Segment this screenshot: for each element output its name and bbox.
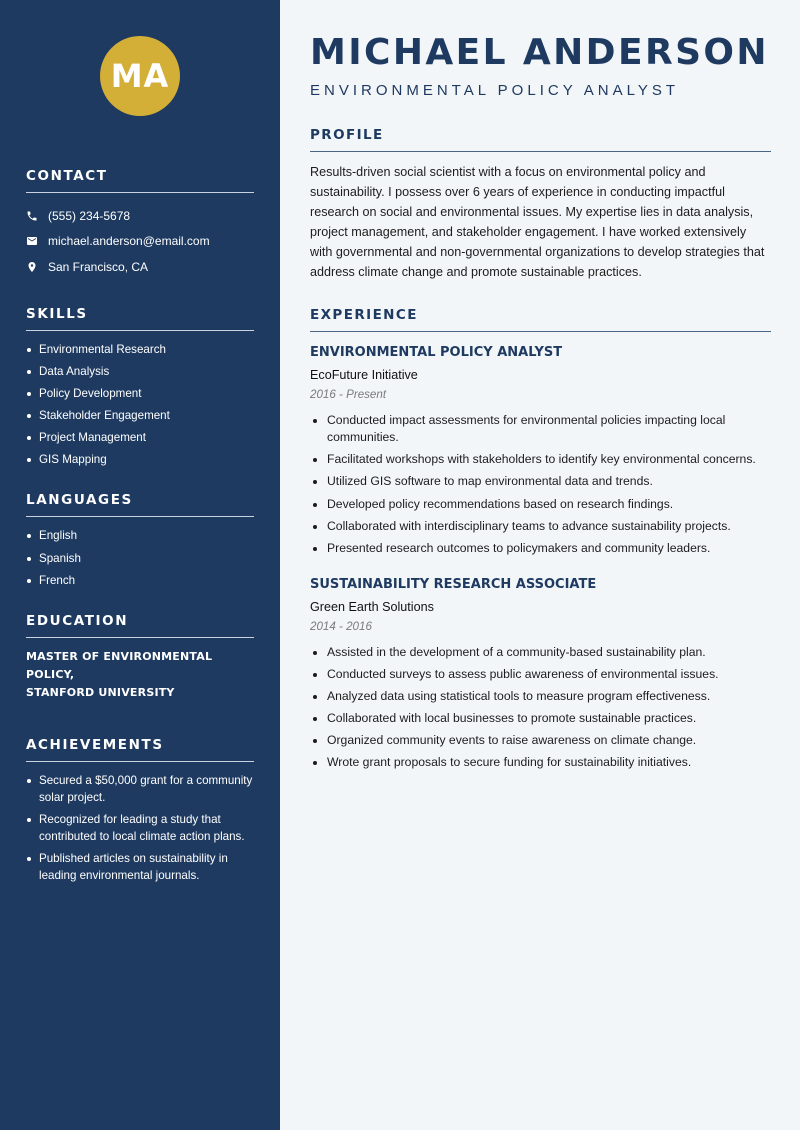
- list-item: Assisted in the development of a community-based sustainability plan.: [310, 644, 771, 662]
- job-dates: 2016 - Present: [310, 387, 387, 401]
- email-text[interactable]: michael.anderson@email.com: [48, 234, 210, 249]
- experience-heading: EXPERIENCE: [310, 307, 771, 332]
- location-text: San Francisco, CA: [48, 259, 149, 274]
- list-item: Collaborated with interdisciplinary teams to advance sustainability projects.: [310, 518, 771, 536]
- education-heading: EDUCATION: [26, 613, 254, 638]
- job-title: ENVIRONMENTAL POLICY ANALYST: [310, 344, 563, 360]
- list-item: Spanish: [26, 550, 254, 567]
- job-bullets: [310, 644, 771, 772]
- list-item: Wrote grant proposals to secure funding for sustainability initiatives.: [310, 754, 771, 772]
- list-item: Collaborated with local businesses to promote sustainable practices.: [310, 710, 771, 728]
- list-item: Secured a $50,000 grant for a community solar project.: [26, 772, 254, 806]
- list-item: Environmental Research: [26, 341, 254, 358]
- contact-phone: [26, 203, 254, 229]
- education-degree: [26, 648, 254, 702]
- list-item: Stakeholder Engagement: [26, 407, 254, 424]
- achievements-list: [26, 772, 254, 884]
- profile-heading: PROFILE: [310, 127, 771, 152]
- profile-text: Results-driven social scientist with a focus on environmental policy and sustainability. I possess over 6 years of experience in conducting impactful research on social and environmental issues. My expertise lies in data analysis, project management, and stakeholder engagement. I have worked extensively with governmental and non-governmental organizations to develop strategies that address climate change and promote sustainable practices.: [310, 165, 765, 280]
- job-bullets: [310, 412, 771, 558]
- contact-location: [26, 254, 254, 280]
- list-item: Published articles on sustainability in leading environmental journals.: [26, 850, 254, 884]
- list-item: French: [26, 572, 254, 589]
- contact-heading: CONTACT: [26, 168, 254, 193]
- list-item: GIS Mapping: [26, 451, 254, 468]
- phone-icon: [26, 210, 48, 222]
- languages-section: [26, 492, 254, 588]
- education-line-1: MASTER OF ENVIRONMENTAL POLICY,: [26, 649, 213, 681]
- avatar: MA: [100, 36, 180, 116]
- list-item: Project Management: [26, 429, 254, 446]
- experience-section: [310, 307, 771, 772]
- job-entry: [310, 576, 771, 772]
- list-item: Utilized GIS software to map environmental data and trends.: [310, 473, 771, 491]
- languages-heading: LANGUAGES: [26, 492, 254, 517]
- list-item: Conducted impact assessments for environmental policies impacting local communities.: [310, 412, 771, 447]
- list-item: Developed policy recommendations based on research findings.: [310, 496, 771, 514]
- contact-section: [26, 168, 254, 280]
- job-dates: 2014 - 2016: [310, 619, 372, 633]
- education-section: [26, 613, 254, 702]
- list-item: Recognized for leading a study that contributed to local climate action plans.: [26, 811, 254, 845]
- achievements-section: [26, 737, 254, 884]
- list-item: Policy Development: [26, 385, 254, 402]
- main-content: [280, 0, 800, 1130]
- achievements-heading: ACHIEVEMENTS: [26, 737, 254, 762]
- job-entry: [310, 344, 771, 558]
- job-company: EcoFuture Initiative: [310, 367, 418, 382]
- profile-section: [310, 127, 771, 283]
- job-company: Green Earth Solutions: [310, 599, 434, 614]
- list-item: Conducted surveys to assess public awareness of environmental issues.: [310, 666, 771, 684]
- phone-text: (555) 234-5678: [48, 208, 131, 223]
- education-line-2: STANFORD UNIVERSITY: [26, 685, 175, 699]
- location-pin-icon: [26, 261, 48, 273]
- job-title: SUSTAINABILITY RESEARCH ASSOCIATE: [310, 576, 597, 592]
- sidebar: [0, 0, 280, 1130]
- mail-icon: [26, 235, 48, 247]
- skills-section: [26, 306, 254, 469]
- list-item: Presented research outcomes to policymakers and community leaders.: [310, 540, 771, 558]
- list-item: Facilitated workshops with stakeholders to identify key environmental concerns.: [310, 451, 771, 469]
- list-item: Organized community events to raise awareness on climate change.: [310, 732, 771, 750]
- candidate-role: ENVIRONMENTAL POLICY ANALYST: [310, 82, 680, 99]
- languages-list: [26, 527, 254, 588]
- list-item: Analyzed data using statistical tools to measure program effectiveness.: [310, 688, 771, 706]
- skills-heading: SKILLS: [26, 306, 254, 331]
- contact-email: [26, 229, 254, 255]
- list-item: English: [26, 527, 254, 544]
- list-item: Data Analysis: [26, 363, 254, 380]
- candidate-name: MICHAEL ANDERSON: [310, 32, 769, 73]
- skills-list: [26, 341, 254, 469]
